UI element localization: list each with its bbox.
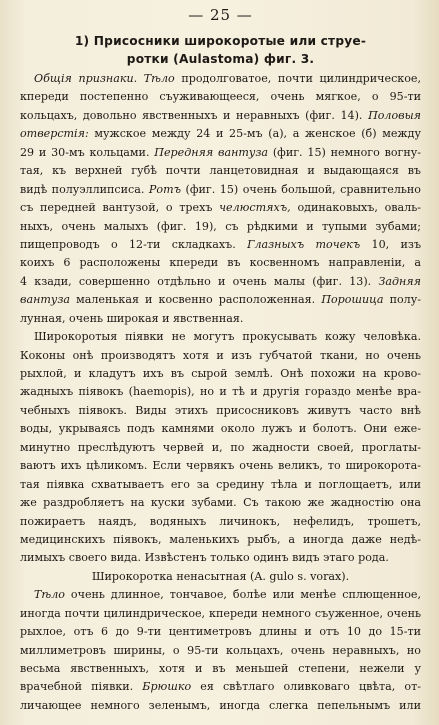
italic-term: Глазныхъ точекъ	[247, 237, 361, 251]
text-line	[20, 678, 421, 696]
text-run: рыхлой, и кладутъ ихъ въ сырой землѣ. Онѣ похожи на крово-	[20, 367, 421, 380]
text-line	[20, 513, 421, 531]
text-run: лунная, очень широкая и явственная.	[20, 311, 244, 325]
heading-line: ротки (Aulastoma) фиг. 3.	[126, 52, 315, 66]
text-run: иногда почти цилиндрическое, кпереди немного съуженное, очень	[20, 606, 421, 620]
text-run: Широкоротка ненасытная (A. gulo s. vorax).	[91, 569, 350, 583]
text-run: личающее немного зеленымъ, иногда слегка пепельнымъ или	[20, 698, 421, 712]
text-run: же раздробляетъ на куски зубами. Съ такою же жадностію она	[20, 496, 421, 510]
text-run: съ передней вантузой, о трехъ	[20, 201, 220, 215]
text-run: рыхлое, отъ 6 до 9-ти центиметровъ длины и отъ 10 до 15-ти	[20, 625, 421, 639]
text-run: тая, къ верхней губѣ почти ланцетовидная и выдающаяся въ	[20, 164, 421, 178]
text-run: ныхъ, очень малыхъ (фиг. 19), съ рѣдкими и тупыми зубами;	[20, 219, 421, 233]
text-line	[20, 402, 421, 420]
text-run: 29 и 30-мъ кольцами.	[20, 145, 155, 159]
text-run: чебныхъ піявокъ. Виды этихъ присосниковъ живутъ часто внѣ	[20, 403, 421, 417]
text-run: тая піявка схватываетъ его за средину тѣла и поглощаетъ, или	[20, 477, 421, 491]
text-line	[20, 291, 421, 309]
text-line	[20, 310, 421, 328]
heading-line: 1) Присосники широкоротые или струе-	[74, 34, 367, 48]
text-line	[20, 70, 421, 88]
text-run: Коконы онѣ производятъ хотя и изъ губчатой ткани, но очень	[20, 348, 421, 362]
text-run: кольцахъ, довольно явственныхъ и неравныхъ (фиг. 14).	[20, 108, 369, 122]
text-run: пожираетъ наядъ, водяныхъ личинокъ, нефелидъ, трошетъ,	[20, 514, 421, 528]
text-run: врачебной піявки.	[20, 680, 143, 694]
text-run: ея свѣтлаго оливковаго цвѣта, от-	[191, 680, 421, 694]
text-line	[20, 383, 421, 401]
italic-term: Половыя	[368, 108, 421, 122]
text-line	[20, 568, 421, 586]
text-run: минутно преслѣдуютъ червей и, по жадности своей, проглаты-	[20, 440, 421, 454]
text-line	[20, 531, 421, 549]
italic-term: отверстія:	[20, 127, 89, 141]
italic-term: Ротъ	[148, 182, 181, 196]
text-run: одинаковыхъ, оваль-	[290, 201, 421, 215]
text-run: медицинскихъ піявокъ, маленькихъ рыбъ, а иногда даже недѣ-	[20, 532, 421, 546]
text-line	[20, 162, 421, 180]
text-line	[20, 605, 421, 623]
text-run: миллиметровъ ширины, о 95-ти кольцахъ, очень неравныхъ, но	[20, 643, 421, 657]
text-line	[20, 642, 421, 660]
text-run: видѣ полуэллипсиса.	[20, 182, 149, 196]
text-run: полу-	[383, 293, 421, 307]
text-run: ваютъ ихъ цѣликомъ. Если червякъ очень великъ, то широкорота-	[20, 459, 421, 473]
text-line	[20, 236, 421, 254]
italic-term: челюстяхъ,	[219, 201, 291, 215]
text-run: кпереди постепенно съуживающееся, очень мягкое, о 95-ти	[20, 90, 421, 104]
text-line	[20, 586, 421, 604]
text-line	[20, 623, 421, 641]
text-line	[20, 88, 421, 106]
text-line	[20, 273, 421, 291]
text-run: воды, укрываясь подъ камнями около лужъ и болотъ. Они еже-	[20, 422, 421, 436]
text-line	[20, 218, 421, 236]
text-run: (фиг. 15) очень большой, сравнительно	[180, 182, 421, 196]
italic-term: вантуза	[20, 293, 70, 307]
text-run: (фиг. 15) немного вогну-	[268, 145, 421, 159]
text-run: продолговатое, почти цилиндрическое,	[174, 72, 421, 85]
text-run: лимыхъ своего вида. Извѣстенъ только одинъ видъ этаго рода.	[20, 551, 389, 565]
italic-term: Тѣло	[34, 588, 65, 602]
text-line	[20, 549, 421, 567]
text-line	[20, 125, 421, 143]
body-text	[20, 70, 421, 715]
text-line	[20, 457, 421, 475]
text-line	[20, 107, 421, 125]
italic-term: Передняя вантуза	[154, 145, 269, 159]
text-line	[20, 365, 421, 383]
text-line	[20, 144, 421, 162]
text-line	[20, 476, 421, 494]
page-number: — 25 —	[188, 6, 253, 24]
text-line	[20, 181, 421, 199]
text-line	[20, 494, 421, 512]
text-line	[20, 420, 421, 438]
text-run: 10, изъ	[360, 237, 421, 251]
text-run: весьма явственныхъ, хотя и въ меньшей степени, нежели у	[20, 662, 421, 675]
text-run: пищепроводъ о 12-ти складкахъ.	[20, 237, 248, 251]
text-line	[20, 328, 421, 346]
text-run: Широкоротыя піявки не могутъ прокусывать кожу человѣка.	[34, 330, 421, 344]
italic-term: Брюшко	[142, 680, 192, 694]
text-line	[20, 660, 421, 678]
section-heading	[20, 34, 421, 67]
text-line	[20, 697, 421, 715]
italic-term: Задняя	[378, 274, 421, 288]
text-run: 4 кзади, совершенно отдѣльно и очень малы (фиг. 13).	[20, 274, 379, 288]
text-run: мужское между 24 и 25-мъ (а), а женское (б) между	[88, 127, 421, 141]
text-line	[20, 439, 421, 457]
text-line	[20, 199, 421, 217]
text-run: очень длинное, тончавое, болѣе или менѣе сплющенное,	[64, 588, 421, 602]
italic-term: Порошица	[321, 293, 384, 307]
text-run: жадныхъ піявокъ (haemopis), но и тѣ и другія гораздо менѣе вра-	[20, 385, 421, 399]
text-line	[20, 254, 421, 272]
text-run: коихъ 6 расположены кпереди въ косвенномъ направленіи, а	[20, 256, 421, 270]
italic-term: Общія признаки. Тѣло	[34, 72, 175, 85]
text-run: маленькая и косвенно расположенная.	[70, 293, 322, 307]
text-line	[20, 347, 421, 365]
